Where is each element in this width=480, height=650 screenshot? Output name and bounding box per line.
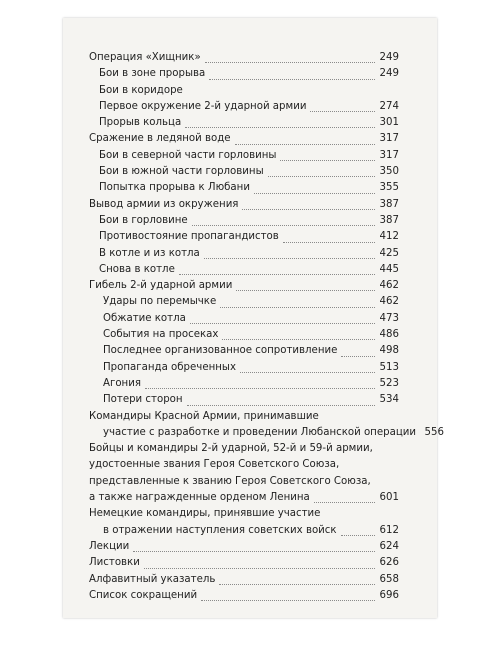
toc-entry-page: 387 — [379, 214, 399, 226]
toc-entry — [89, 311, 399, 327]
dot-leader — [187, 404, 375, 406]
dot-leader — [283, 241, 375, 243]
toc-entry-page: 601 — [379, 492, 399, 504]
toc-entry-page: 624 — [379, 540, 399, 552]
toc-entry-title: Удары по перемычке — [103, 296, 217, 308]
toc-entry — [89, 441, 399, 506]
dot-leader — [314, 501, 375, 503]
toc-entry-title: Бои в южной части горловины — [99, 166, 264, 178]
toc-entry-line — [89, 523, 399, 539]
toc-entry — [89, 539, 399, 555]
toc-entry — [89, 555, 399, 571]
toc-entry-page: 534 — [379, 394, 399, 406]
toc-entry-title: Гибель 2-й ударной армии — [89, 280, 233, 292]
toc-entry-page: 249 — [379, 68, 399, 80]
toc-entry-page: 696 — [379, 589, 399, 601]
toc-entry — [89, 246, 399, 262]
dot-leader — [222, 338, 375, 340]
toc-entry-title: Алфавитный указатель — [89, 573, 216, 585]
book-page — [63, 18, 444, 618]
toc-entry — [89, 83, 399, 99]
toc-entry-page: 317 — [379, 133, 399, 145]
toc-entry-title: Вывод армии из окружения — [89, 198, 239, 210]
toc-entry-page: 317 — [379, 149, 399, 161]
toc-entry-title: участие с разработке и проведении Любанской операции — [103, 426, 416, 438]
toc-entry — [89, 360, 399, 376]
toc-entry — [89, 262, 399, 278]
dot-leader — [192, 224, 375, 226]
dot-leader — [220, 306, 375, 308]
toc-entry-title: Бои в коридоре — [99, 84, 183, 96]
toc-entry — [89, 197, 399, 213]
toc-entry-title: Снова в котле — [99, 263, 175, 275]
toc-entry-page: 626 — [379, 557, 399, 569]
toc-entry-page: 445 — [379, 263, 399, 275]
toc-entry-page: 355 — [379, 182, 399, 194]
dot-leader — [254, 192, 375, 194]
toc-entry-page: 301 — [379, 117, 399, 129]
dot-leader — [179, 273, 375, 275]
toc-entry — [89, 180, 399, 196]
toc-entry-line — [89, 409, 399, 425]
toc-entry-title: Сражение в ледяной воде — [89, 133, 231, 145]
toc-entry-title: В котле и из котла — [99, 247, 200, 259]
toc-entry — [89, 148, 399, 164]
dot-leader — [235, 143, 375, 145]
toc-entry-title: Противостояние пропагандистов — [99, 231, 279, 243]
dot-leader — [185, 126, 375, 128]
toc-entry — [89, 164, 399, 180]
toc-entry-title: Первое окружение 2-й ударной армии — [99, 100, 307, 112]
dot-leader — [219, 583, 375, 585]
toc-entry-page: 473 — [379, 312, 399, 324]
toc-entry-line — [89, 490, 399, 506]
toc-entry-title: Бои в зоне прорыва — [99, 68, 206, 80]
dot-leader — [280, 159, 375, 161]
toc-entry-page: 556 — [424, 426, 444, 438]
toc-entry-title: а также награжденные орденом Ленина — [89, 492, 310, 504]
toc-entry-page: 658 — [379, 573, 399, 585]
toc-entry-line — [89, 441, 399, 457]
toc-entry-title: Бои в горловине — [99, 214, 188, 226]
toc-entry-title: Прорыв кольца — [99, 117, 182, 129]
toc-entry — [89, 588, 399, 604]
dot-leader — [201, 599, 375, 601]
dot-leader — [144, 567, 375, 569]
toc-entry — [89, 99, 399, 115]
toc-entry-title: События на просеках — [103, 329, 219, 341]
toc-entry-line — [89, 457, 399, 473]
toc-entry-title: Потери сторон — [103, 394, 183, 406]
toc-entry-title: Список сокращений — [89, 589, 198, 601]
toc-entry-page: 523 — [379, 377, 399, 389]
toc-entry — [89, 409, 444, 442]
dot-leader — [341, 355, 375, 357]
toc-entry-title: Операция «Хищник» — [89, 52, 201, 63]
toc-entry-page: 274 — [379, 100, 399, 112]
toc-entry-page: 513 — [379, 361, 399, 373]
toc-entry-title: Лекции — [89, 540, 130, 552]
toc-entry-page: 486 — [379, 329, 399, 341]
toc-entry-title: Попытка прорыва к Любани — [99, 182, 250, 194]
toc-entry — [89, 213, 399, 229]
dot-leader — [204, 257, 375, 259]
toc-entry — [89, 50, 399, 66]
toc-entry-title: Бойцы и командиры 2-й ударной, 52-й и 59-й армии, — [89, 443, 373, 455]
dot-leader — [145, 387, 375, 389]
toc-entry-title: представленные к званию Героя Советского Союза, — [89, 475, 371, 487]
toc-entry — [89, 278, 399, 294]
toc-entry — [89, 376, 399, 392]
toc-entry — [89, 66, 399, 82]
dot-leader — [310, 110, 375, 112]
toc-entry — [89, 294, 399, 310]
dot-leader — [190, 322, 375, 324]
toc-entry-title: Обжатие котла — [103, 312, 186, 324]
toc-entry-line — [89, 506, 399, 522]
toc-entry-page: 498 — [379, 345, 399, 357]
toc-entry-page: 462 — [379, 280, 399, 292]
toc-entry — [89, 131, 399, 147]
toc-entry-title: Агония — [103, 377, 141, 389]
table-of-contents — [89, 50, 444, 604]
dot-leader — [236, 289, 375, 291]
toc-entry-title: Бои в северной части горловины — [99, 149, 277, 161]
dot-leader — [341, 534, 375, 536]
toc-entry — [89, 506, 399, 539]
toc-entry-line — [89, 425, 444, 441]
toc-entry-page: 425 — [379, 247, 399, 259]
toc-entry-title: в отражении наступления советских войск — [103, 524, 337, 536]
dot-leader — [268, 175, 375, 177]
toc-entry-page: 462 — [379, 296, 399, 308]
toc-entry-title: Листовки — [89, 557, 140, 569]
toc-entry — [89, 229, 399, 245]
toc-entry-page: 612 — [379, 524, 399, 536]
dot-leader — [209, 78, 375, 80]
toc-entry-page: 387 — [379, 198, 399, 210]
dot-leader — [242, 208, 375, 210]
toc-entry — [89, 392, 399, 408]
dot-leader — [133, 550, 375, 552]
toc-entry-title: удостоенные звания Героя Советского Союза, — [89, 459, 340, 471]
toc-entry-page: 350 — [379, 166, 399, 178]
toc-entry-title: Немецкие командиры, принявшие участие — [89, 508, 321, 520]
toc-entry — [89, 115, 399, 131]
dot-leader — [240, 371, 375, 373]
toc-entry-title: Командиры Красной Армии, принимавшие — [89, 410, 319, 422]
toc-entry — [89, 572, 399, 588]
toc-entry-page: 249 — [379, 52, 399, 63]
toc-entry-title: Последнее организованное сопротивление — [103, 345, 338, 357]
dot-leader — [205, 61, 375, 63]
toc-entry — [89, 343, 399, 359]
toc-entry-page: 412 — [379, 231, 399, 243]
toc-entry — [89, 327, 399, 343]
toc-entry-title: Пропаганда обреченных — [103, 361, 236, 373]
toc-entry-line — [89, 474, 399, 490]
